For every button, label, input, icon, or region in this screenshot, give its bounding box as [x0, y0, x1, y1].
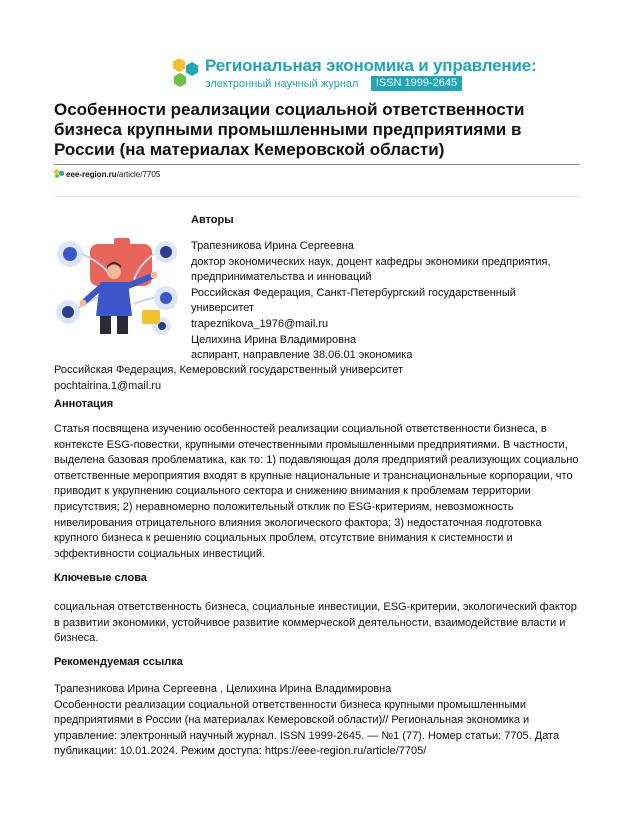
- article-title: Особенности реализации социальной ответственности бизнеса крупными промышленными предприятиями в России (на материалах Кемеровской области): [54, 100, 525, 159]
- keywords-text: социальная ответственность бизнеса, социальные инвестиции, ESG-критерии, экологический фактор в развитии экономики, устойчивое развитие коммерческой деятельности, взаимодействие власти и бизнеса.: [54, 601, 577, 645]
- citation-heading: Рекомендуемая ссылка: [54, 656, 183, 668]
- journal-subtitle: электронный научный журнал: [205, 78, 359, 90]
- authors-heading: Авторы: [191, 214, 234, 226]
- author-2-position: аспирант, направление 38.06.01 экономика: [191, 349, 413, 362]
- issn-badge: ISSN 1999-2645: [371, 76, 462, 91]
- citation-block: [54, 682, 582, 760]
- author-1-affiliation-cont: университет: [191, 302, 255, 315]
- source-domain: eee-region.ru: [66, 170, 117, 179]
- journal-title: Региональная экономика и управление:: [205, 56, 537, 75]
- keywords-heading: Ключевые слова: [54, 572, 147, 584]
- title-divider: [54, 164, 580, 165]
- article-illustration: [54, 236, 182, 336]
- author-2-email: pochtairina.1@mail.ru: [54, 379, 162, 392]
- author-1-position: доктор экономических наук, доцент кафедры экономики предприятия,: [191, 255, 551, 268]
- abstract-heading: Аннотация: [54, 398, 114, 410]
- citation-authors: Трапезникова Ирина Сергеевна , Целихина Ирина Владимировна: [54, 683, 392, 695]
- source-divider: [54, 196, 580, 197]
- source-path: /article/7705: [116, 170, 161, 179]
- journal-logo-icon: [172, 58, 200, 88]
- citation-text: Особенности реализации социальной ответственности бизнеса крупными промышленными предприятиями в России (на материалах Кемеровской области)// Региональная экономика и управление: электронный научный журнал. ISSN 1999-2645. — №1 (77). Номер статьи: 7705. Дата публикации: 10.01.2024. Режим доступа: https://eee-region.ru/article/7705/: [54, 698, 560, 758]
- author-1-name: Трапезникова Ирина Сергеевна: [191, 240, 355, 252]
- authors-list: [191, 239, 581, 364]
- author-1-email: trapeznikova_1976@mail.ru: [191, 317, 329, 330]
- author-1-affiliation: Российская Федерация, Санкт-Петербургский государственный: [191, 286, 516, 299]
- source-link[interactable]: [54, 169, 160, 179]
- author-1-position-cont: предпринимательства и инноваций: [191, 271, 372, 284]
- authors-list-continued: [54, 363, 580, 394]
- abstract-text: Статья посвящена изучению особенностей реализации социальной ответственности бизнеса, в контексте ESG-повестки, крупными отечественными промышленными предприятиями. В частности, выделена базовая проблематика, как то: 1) подавляющая доля предприятий реализующих социально ответственные мероприятия входят в крупные национальные и транснациональные корпорации, что приводит к укрупнению социального сектора и снижению внимания к проблемам территории присутствия; 2) неравномерно положительный отклик по ESG-критериям, невозможность нивелирования отрицательного влияния экологического фактора; 3) недостаточная подготовка крупного бизнеса к решению социальных проблем, отсутствие внимания к системности и эффективности социальных инвестиций.: [54, 423, 579, 560]
- site-logo-icon: [54, 169, 64, 178]
- author-2-affiliation: Российская Федерация, Кемеровский государственный университет: [54, 364, 404, 376]
- author-2-name: Целихина Ирина Владимировна: [191, 333, 357, 346]
- journal-logo: [172, 56, 537, 94]
